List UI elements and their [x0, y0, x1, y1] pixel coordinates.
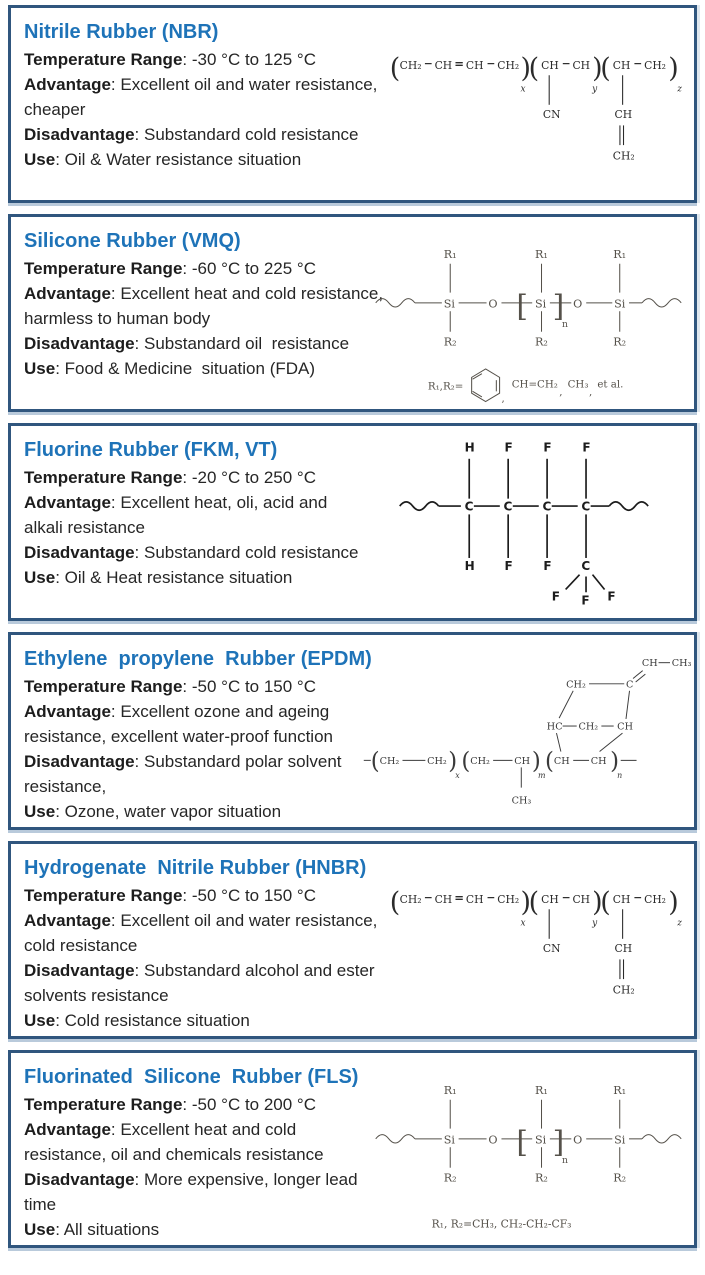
svg-text:CH: CH — [617, 721, 634, 733]
svg-text:CH: CH — [465, 892, 484, 906]
svg-text:CH: CH — [434, 892, 453, 906]
field-value: : Substandard cold resistance — [134, 543, 359, 562]
panel-text — [24, 854, 389, 1032]
field-label: Advantage — [24, 493, 111, 512]
svg-text:R₂: R₂ — [534, 335, 548, 349]
svg-text:CH: CH — [612, 892, 631, 906]
field-label: Use — [24, 802, 56, 821]
svg-text:(: ( — [461, 748, 471, 775]
field-value: : -50 °C to 150 °C — [182, 677, 317, 696]
svg-text:R₁: R₁ — [443, 1084, 457, 1098]
field-label: Use — [24, 568, 56, 587]
structure-area — [376, 1063, 686, 1241]
svg-text:R₁: R₁ — [534, 1084, 548, 1098]
field-value: : -60 °C to 225 °C — [182, 259, 317, 278]
field-value: : Excellent oil and water resistance, cold resistance — [24, 911, 383, 955]
panel-text — [24, 645, 399, 823]
panel-fls — [8, 1050, 697, 1248]
panel-text — [24, 436, 364, 614]
svg-text:F: F — [607, 589, 616, 604]
epdm-structure-diagram — [362, 632, 692, 811]
panel-epdm — [8, 632, 697, 830]
svg-text:CH₃: CH₃ — [567, 378, 589, 391]
field-value: : Excellent ozone and ageing resistance, excellent water-proof function — [24, 702, 334, 746]
svg-text:CH: CH — [465, 58, 484, 72]
field-advantage — [24, 699, 399, 749]
structure-area — [364, 436, 686, 614]
svg-text:,: , — [501, 392, 505, 405]
field-temperature-range — [24, 465, 364, 490]
svg-text:CH₂: CH₂ — [612, 149, 635, 163]
panel-text — [24, 227, 389, 405]
svg-text:CH: CH — [641, 658, 658, 670]
svg-text:Si: Si — [614, 297, 626, 311]
panel-text — [24, 18, 386, 196]
svg-text:CH: CH — [590, 755, 607, 767]
field-label: Use — [24, 150, 56, 169]
svg-text:,: , — [559, 386, 563, 399]
field-value: : Substandard cold resistance — [134, 125, 359, 144]
svg-text:H: H — [464, 440, 475, 455]
svg-text:z: z — [677, 84, 682, 95]
svg-text:−: − — [561, 57, 571, 71]
svg-text:O: O — [573, 1133, 583, 1147]
svg-text:−: − — [561, 891, 571, 905]
field-value: : Substandard oil resistance — [134, 334, 350, 353]
structure-area — [389, 854, 686, 1032]
panel-title: Fluorinated Silicone Rubber (FLS) — [24, 1066, 359, 1088]
svg-text:): ) — [520, 887, 532, 919]
svg-text:CH₂: CH₂ — [379, 755, 400, 767]
svg-text:−: − — [486, 891, 496, 905]
field-value: : Oil & Heat resistance situation — [55, 568, 293, 587]
svg-text:CH₂: CH₂ — [566, 679, 586, 691]
svg-text:y: y — [592, 84, 598, 95]
svg-text:HC: HC — [546, 721, 563, 733]
svg-text:CH: CH — [514, 755, 531, 767]
svg-text:): ) — [668, 53, 679, 85]
svg-text:(: ( — [600, 53, 611, 85]
svg-text:CH₂: CH₂ — [399, 58, 422, 72]
field-advantage — [24, 490, 364, 540]
panel-nbr — [8, 5, 697, 203]
field-value: : -50 °C to 150 °C — [182, 886, 317, 905]
panel-title: Fluorine Rubber (FKM, VT) — [24, 439, 278, 461]
svg-text:F: F — [551, 589, 560, 604]
field-value: : More expensive, longer lead time — [24, 1170, 363, 1214]
svg-text:]: ] — [552, 1124, 565, 1160]
svg-text:(: ( — [528, 887, 540, 919]
field-label: Disadvantage — [24, 125, 135, 144]
field-value: : Substandard polar solvent resistance, — [24, 752, 347, 796]
svg-text:CH=CH₂: CH=CH₂ — [511, 378, 558, 391]
svg-text:): ) — [592, 887, 603, 919]
field-value: : Excellent heat, oli, acid and alkali resistance — [24, 493, 333, 537]
svg-text:n: n — [617, 770, 623, 780]
svg-text:CH₂: CH₂ — [578, 721, 599, 733]
svg-text:m: m — [537, 770, 546, 780]
svg-text:CH: CH — [541, 58, 559, 72]
svg-text:et al.: et al. — [597, 378, 624, 391]
svg-text:C: C — [503, 499, 513, 514]
field-temperature-range — [24, 883, 389, 908]
svg-text:F: F — [543, 559, 552, 574]
svg-text:z: z — [677, 918, 682, 929]
svg-text:): ) — [592, 53, 603, 85]
svg-text:CH₂: CH₂ — [470, 755, 490, 767]
svg-text:): ) — [520, 53, 532, 85]
svg-text:R₁, R₂=CH₃, CH₂-CH₂-CF₃: R₁, R₂=CH₃, CH₂-CH₂-CF₃ — [431, 1217, 572, 1231]
svg-text:F: F — [582, 440, 591, 455]
svg-text:(: ( — [528, 53, 540, 85]
field-label: Disadvantage — [24, 334, 135, 353]
field-label: Use — [24, 359, 56, 378]
field-temperature-range — [24, 47, 386, 72]
svg-text:n: n — [561, 319, 568, 331]
svg-text:[: [ — [516, 288, 528, 324]
field-disadvantage — [24, 122, 386, 147]
svg-text:Si: Si — [443, 297, 455, 311]
panel-title: Nitrile Rubber (NBR) — [24, 21, 219, 43]
field-use — [24, 147, 386, 172]
field-value: : Oil & Water resistance situation — [55, 150, 302, 169]
field-disadvantage — [24, 958, 389, 1008]
svg-text:): ) — [531, 748, 541, 775]
field-label: Disadvantage — [24, 543, 135, 562]
vmq-structure-diagram — [372, 233, 684, 410]
svg-text:x: x — [520, 918, 526, 929]
field-label: Disadvantage — [24, 752, 135, 771]
field-label: Temperature Range — [24, 259, 183, 278]
panel-text — [24, 1063, 376, 1241]
field-label: Use — [24, 1011, 56, 1030]
svg-text:]: ] — [552, 288, 565, 324]
svg-text:=: = — [454, 57, 465, 72]
field-disadvantage — [24, 1167, 376, 1217]
svg-text:CH: CH — [572, 58, 591, 72]
svg-text:CH₂: CH₂ — [497, 58, 520, 72]
field-temperature-range — [24, 674, 399, 699]
svg-text:CH₂: CH₂ — [612, 983, 635, 997]
panel-hnbr — [8, 841, 697, 1039]
field-value: : -30 °C to 125 °C — [182, 50, 317, 69]
svg-text:[: [ — [516, 1124, 528, 1160]
svg-text:(: ( — [600, 887, 611, 919]
svg-text:CN: CN — [542, 108, 561, 122]
svg-text:(: ( — [389, 53, 401, 85]
svg-text:CH₂: CH₂ — [399, 892, 422, 906]
panel-title: Ethylene propylene Rubber (EPDM) — [24, 648, 372, 670]
field-label: Temperature Range — [24, 886, 183, 905]
field-label: Advantage — [24, 702, 111, 721]
svg-text:F: F — [543, 440, 552, 455]
field-advantage — [24, 281, 389, 331]
svg-text:): ) — [668, 887, 679, 919]
field-label: Disadvantage — [24, 961, 135, 980]
svg-text:R₂: R₂ — [534, 1171, 548, 1185]
field-value: : Cold resistance situation — [55, 1011, 250, 1030]
svg-text:(: ( — [389, 887, 401, 919]
svg-text:O: O — [488, 297, 498, 311]
field-value: : Substandard alcohol and ester solvents resistance — [24, 961, 380, 1005]
svg-text:O: O — [573, 297, 583, 311]
svg-text:=: = — [454, 891, 465, 906]
svg-text:C: C — [581, 559, 591, 574]
nbr-structure-diagram — [388, 26, 688, 165]
svg-text:F: F — [581, 593, 590, 608]
svg-text:R₁: R₁ — [613, 1084, 627, 1098]
svg-text:(: ( — [545, 748, 554, 775]
field-label: Advantage — [24, 284, 111, 303]
structure-area — [386, 18, 686, 196]
field-value: : All situations — [55, 1220, 160, 1239]
field-value: : Excellent oil and water resistance, cheaper — [24, 75, 383, 119]
field-use — [24, 1008, 389, 1033]
svg-text:Si: Si — [534, 297, 547, 311]
svg-text:): ) — [610, 748, 620, 775]
svg-text:CH: CH — [553, 755, 570, 767]
svg-text:CH₂: CH₂ — [497, 892, 520, 906]
svg-text:R₂: R₂ — [443, 335, 457, 349]
svg-text:C: C — [581, 499, 591, 514]
field-value: : Excellent heat and cold resistance, harmless to human body — [24, 284, 388, 328]
svg-text:−: − — [423, 57, 433, 71]
field-temperature-range — [24, 256, 389, 281]
panel-fkm — [8, 423, 697, 621]
svg-text:Si: Si — [443, 1133, 455, 1147]
fls-structure-diagram — [372, 1069, 684, 1246]
field-use — [24, 565, 364, 590]
field-use — [24, 356, 389, 381]
svg-text:CH₂: CH₂ — [644, 58, 667, 72]
svg-text:CH: CH — [612, 58, 631, 72]
field-disadvantage — [24, 540, 364, 565]
field-label: Temperature Range — [24, 468, 183, 487]
svg-text:C: C — [542, 499, 552, 514]
panel-vmq — [8, 214, 697, 412]
panel-title: Hydrogenate Nitrile Rubber (HNBR) — [24, 857, 367, 879]
field-label: Use — [24, 1220, 56, 1239]
svg-text:C: C — [464, 499, 474, 514]
svg-text:R₁: R₁ — [613, 248, 627, 262]
field-advantage — [24, 72, 386, 122]
field-value: : -50 °C to 200 °C — [182, 1095, 317, 1114]
field-value: : -20 °C to 250 °C — [182, 468, 317, 487]
hnbr-structure-diagram — [388, 860, 688, 999]
svg-text:y: y — [592, 918, 598, 929]
svg-text:Si: Si — [614, 1133, 626, 1147]
svg-text:−: − — [633, 57, 643, 71]
svg-text:R₁: R₁ — [534, 248, 548, 262]
svg-text:x: x — [520, 84, 526, 95]
svg-text:CH: CH — [614, 942, 633, 956]
svg-text:CH: CH — [541, 892, 559, 906]
field-label: Advantage — [24, 1120, 111, 1139]
field-temperature-range — [24, 1092, 376, 1117]
svg-text:CH₂: CH₂ — [427, 755, 447, 767]
svg-text:R₂: R₂ — [443, 1171, 457, 1185]
svg-text:CN: CN — [542, 942, 561, 956]
field-label: Advantage — [24, 75, 111, 94]
svg-text:(: ( — [370, 748, 380, 775]
field-value: : Excellent heat and cold resistance, oil and chemicals resistance — [24, 1120, 324, 1164]
svg-text:CH₃: CH₃ — [671, 658, 692, 670]
structure-area — [389, 227, 686, 405]
svg-text:CH₂: CH₂ — [644, 892, 667, 906]
fkm-structure-diagram — [396, 423, 688, 608]
svg-text:−: − — [633, 891, 643, 905]
svg-text:F: F — [504, 440, 513, 455]
field-use — [24, 799, 399, 824]
svg-text:O: O — [488, 1133, 498, 1147]
svg-text:−: − — [423, 891, 433, 905]
svg-text:CH: CH — [572, 892, 591, 906]
field-label: Temperature Range — [24, 50, 183, 69]
svg-text:H: H — [464, 559, 475, 574]
svg-text:n: n — [561, 1155, 568, 1167]
field-label: Advantage — [24, 911, 111, 930]
svg-text:−: − — [486, 57, 496, 71]
field-label: Temperature Range — [24, 677, 183, 696]
field-use — [24, 1217, 376, 1242]
panel-title: Silicone Rubber (VMQ) — [24, 230, 241, 252]
svg-text:Si: Si — [534, 1133, 547, 1147]
field-disadvantage — [24, 749, 399, 799]
svg-text:R₂: R₂ — [613, 335, 627, 349]
svg-text:R₁,R₂=: R₁,R₂= — [427, 380, 464, 393]
field-value: : Ozone, water vapor situation — [55, 802, 282, 821]
svg-text:CH: CH — [434, 58, 453, 72]
field-advantage — [24, 908, 389, 958]
svg-text:R₂: R₂ — [613, 1171, 627, 1185]
field-advantage — [24, 1117, 376, 1167]
svg-text:CH: CH — [614, 108, 633, 122]
field-disadvantage — [24, 331, 389, 356]
svg-text:C: C — [625, 679, 634, 691]
svg-text:F: F — [504, 559, 513, 574]
svg-text:R₁: R₁ — [443, 248, 457, 262]
svg-text:): ) — [448, 748, 458, 775]
field-label: Disadvantage — [24, 1170, 135, 1189]
svg-text:,: , — [589, 386, 593, 399]
field-label: Temperature Range — [24, 1095, 183, 1114]
field-value: : Food & Medicine situation (FDA) — [55, 359, 316, 378]
svg-text:CH₃: CH₃ — [511, 795, 532, 807]
structure-area — [370, 645, 692, 823]
svg-text:x: x — [455, 770, 460, 780]
